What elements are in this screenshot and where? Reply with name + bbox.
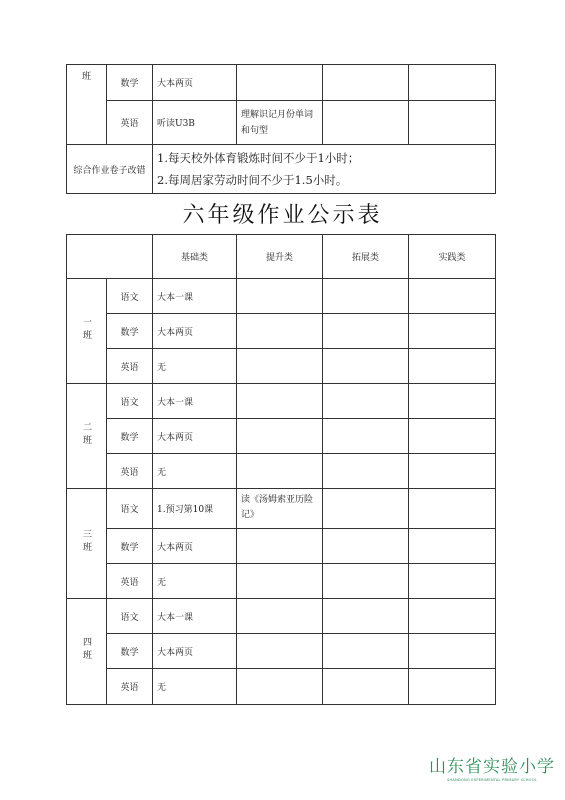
advance-cell: 理解识记月份单词和句型	[237, 101, 323, 145]
basic-cell: 听读U3B	[153, 101, 237, 145]
table-row	[67, 384, 496, 419]
class-cell	[67, 279, 107, 384]
advance-cell	[237, 454, 323, 489]
comprehensive-cell	[153, 145, 496, 194]
header-basic: 基础类	[153, 235, 237, 279]
practice-cell	[409, 419, 496, 454]
subject-cell: 数学	[107, 314, 153, 349]
grade-six-homework-table	[66, 234, 496, 705]
school-name-chinese: 山东省实验小学	[429, 757, 555, 777]
basic-cell: 大本一课	[153, 384, 237, 419]
table-row	[67, 65, 496, 101]
extend-cell	[323, 101, 409, 145]
subject-cell: 数学	[107, 419, 153, 454]
basic-cell: 大本两页	[153, 314, 237, 349]
advance-cell	[237, 384, 323, 419]
advance-cell	[237, 669, 323, 705]
advance-cell	[237, 65, 323, 101]
header-extend: 拓展类	[323, 235, 409, 279]
practice-cell	[409, 314, 496, 349]
advance-cell	[237, 419, 323, 454]
header-row	[67, 235, 496, 279]
subject-cell: 语文	[107, 489, 153, 529]
table-row	[67, 145, 496, 194]
advance-cell	[237, 279, 323, 314]
subject-cell: 英语	[107, 349, 153, 384]
extend-cell	[323, 384, 409, 419]
advance-cell	[237, 349, 323, 384]
table-row	[67, 279, 496, 314]
header-practice: 实践类	[409, 235, 496, 279]
school-name-english: SHANDONG EXPERIMENTAL PRIMARY SCHOOL	[447, 778, 537, 782]
extend-cell	[323, 564, 409, 599]
class-name: 班	[81, 72, 91, 82]
table-row	[67, 314, 496, 349]
extend-cell	[323, 454, 409, 489]
class-cell	[67, 65, 107, 145]
table-row	[67, 669, 496, 705]
practice-cell	[409, 529, 496, 564]
basic-cell: 大本一课	[153, 279, 237, 314]
practice-cell	[409, 101, 496, 145]
header-blank	[67, 235, 153, 279]
extend-cell	[323, 634, 409, 669]
practice-cell	[409, 279, 496, 314]
practice-cell	[409, 454, 496, 489]
basic-cell: 大本两页	[153, 529, 237, 564]
basic-cell: 无	[153, 669, 237, 705]
basic-cell: 无	[153, 564, 237, 599]
basic-cell: 1.预习第10课	[153, 489, 237, 529]
basic-cell: 大本两页	[153, 419, 237, 454]
practice-cell	[409, 489, 496, 529]
table-row	[67, 419, 496, 454]
extend-cell	[323, 65, 409, 101]
basic-cell: 大本两页	[153, 634, 237, 669]
practice-cell	[409, 599, 496, 634]
table-row	[67, 489, 496, 529]
subject-cell: 英语	[107, 564, 153, 599]
class-name: 三班	[81, 529, 91, 555]
basic-cell: 大本一课	[153, 599, 237, 634]
class-cell	[67, 599, 107, 705]
basic-cell: 大本两页	[153, 65, 237, 101]
top-homework-table	[66, 64, 496, 194]
subject-cell: 英语	[107, 101, 153, 145]
class-name: 一班	[81, 316, 91, 343]
table-row	[67, 101, 496, 145]
extend-cell	[323, 529, 409, 564]
subject-cell: 语文	[107, 384, 153, 419]
subject-cell: 数学	[107, 529, 153, 564]
class-name: 二班	[81, 421, 91, 448]
extend-cell	[323, 419, 409, 454]
comprehensive-label: 综合作业卷子改错	[67, 145, 153, 194]
subject-cell: 英语	[107, 669, 153, 705]
table-row	[67, 564, 496, 599]
school-logo	[427, 752, 557, 782]
advance-cell	[237, 599, 323, 634]
advance-cell: 读《汤姆索亚历险记》	[237, 489, 323, 529]
extend-cell	[323, 279, 409, 314]
practice-cell	[409, 349, 496, 384]
subject-cell: 数学	[107, 634, 153, 669]
practice-cell	[409, 669, 496, 705]
page-title: 六年级作业公示表	[182, 203, 383, 228]
practice-cell	[409, 634, 496, 669]
practice-cell	[409, 384, 496, 419]
class-cell	[67, 489, 107, 599]
table-row	[67, 634, 496, 669]
header-advance: 提升类	[237, 235, 323, 279]
comprehensive-item: 1.每天校外体育锻炼时间不少于1小时；	[157, 151, 360, 165]
practice-cell	[409, 564, 496, 599]
subject-cell: 数学	[107, 65, 153, 101]
practice-cell	[409, 65, 496, 101]
table-row	[67, 454, 496, 489]
extend-cell	[323, 349, 409, 384]
basic-cell: 无	[153, 454, 237, 489]
comprehensive-item: 2.每周居家劳动时间不少于1.5小时。	[157, 173, 348, 187]
advance-cell	[237, 564, 323, 599]
extend-cell	[323, 489, 409, 529]
subject-cell: 语文	[107, 279, 153, 314]
class-name: 四班	[81, 637, 91, 663]
subject-cell: 语文	[107, 599, 153, 634]
extend-cell	[323, 599, 409, 634]
advance-cell	[237, 314, 323, 349]
class-cell	[67, 384, 107, 489]
advance-cell	[237, 529, 323, 564]
extend-cell	[323, 314, 409, 349]
table-row	[67, 349, 496, 384]
table-row	[67, 599, 496, 634]
advance-cell	[237, 634, 323, 669]
subject-cell: 英语	[107, 454, 153, 489]
basic-cell: 无	[153, 349, 237, 384]
extend-cell	[323, 669, 409, 705]
table-row	[67, 529, 496, 564]
